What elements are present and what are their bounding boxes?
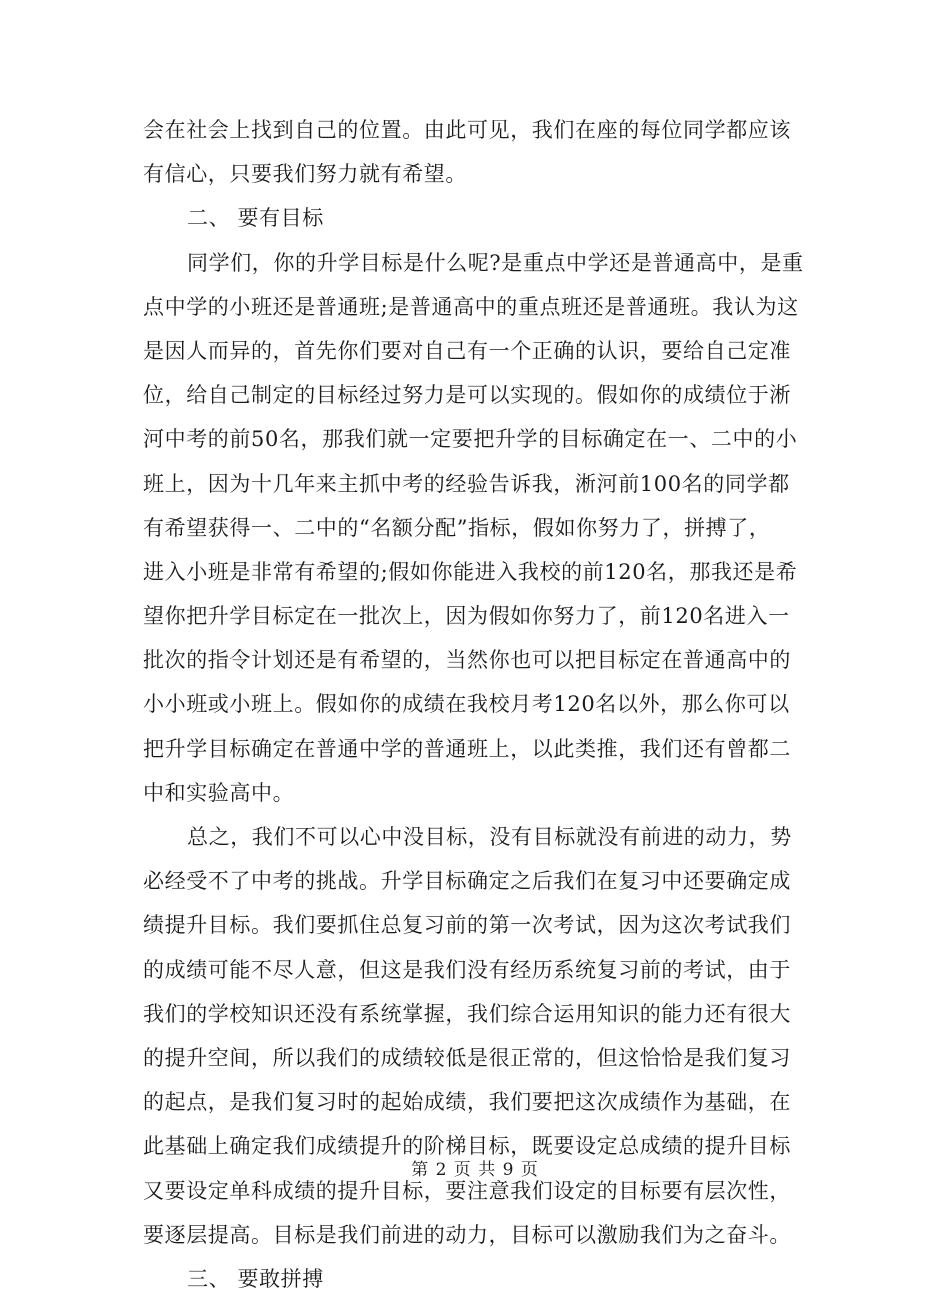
text-line: 是因人而异的，首先你们要对自己有一个正确的认识，要给自己定准 [143,338,791,363]
text-line: 望你把升学目标定在一批次上，因为假如你努力了，前120名进入一 [143,604,790,629]
document-body [143,108,813,1301]
text-line: 中和实验高中。 [143,780,295,805]
text-line: 河中考的前50名，那我们就一定要把升学的目标确定在一、二中的小 [143,427,798,452]
text-line: 三、 要敢拼搏 [187,1266,324,1291]
page-number-footer: 第 2 页 共 9 页 [411,1160,539,1180]
text-line: 小小班或小班上。假如你的成绩在我校月考120名以外，那么你可以 [143,692,790,717]
text-line: 批次的指令计划还是有希望的，当然你也可以把目标定在普通高中的 [143,648,791,673]
text-line: 要逐层提高。目标是我们前进的动力，目标可以激励我们为之奋斗。 [143,1222,791,1247]
text-line: 的成绩可能不尽人意，但这是我们没有经历系统复习前的考试，由于 [143,957,791,982]
text-line: 进入小班是非常有希望的;假如你能进入我校的前120名，那我还是希 [143,559,798,584]
text-line: 的起点，是我们复习时的起始成绩，我们要把这次成绩作为基础，在 [143,1090,791,1115]
text-line: 点中学的小班还是普通班;是普通高中的重点班还是普通班。我认为这 [143,294,799,319]
text-line: 二、 要有目标 [187,206,324,231]
text-line: 会在社会上找到自己的位置。由此可见，我们在座的每位同学都应该 [143,118,791,142]
text-line: 有信心，只要我们努力就有希望。 [143,162,467,187]
text-line: 又要设定单科成绩的提升目标，要注意我们设定的目标要有层次性， [143,1178,791,1203]
text-line: 此基础上确定我们成绩提升的阶梯目标，既要设定总成绩的提升目标 [143,1134,791,1159]
text-line: 的提升空间，所以我们的成绩较低是很正常的，但这恰恰是我们复习 [143,1045,791,1070]
text-line: 同学们，你的升学目标是什么呢?是重点中学还是普通高中，是重 [187,250,804,275]
text-line: 班上，因为十几年来主抓中考的经验告诉我，淅河前100名的同学都 [143,471,790,496]
text-line: 我们的学校知识还没有系统掌握，我们综合运用知识的能力还有很大 [143,1001,791,1026]
text-line: 把升学目标确定在普通中学的普通班上，以此类推，我们还有曾都二 [143,736,791,761]
text-line: 有希望获得一、二中的“名额分配”指标，假如你努力了，拼搏了， [143,515,771,540]
text-line: 必经受不了中考的挑战。升学目标确定之后我们在复习中还要确定成 [143,869,791,894]
text-line: 位，给自己制定的目标经过努力是可以实现的。假如你的成绩位于淅 [143,383,791,408]
text-line: 总之，我们不可以心中没目标，没有目标就没有前进的动力，势 [187,825,792,849]
text-line: 绩提升目标。我们要抓住总复习前的第一次考试，因为这次考试我们 [143,913,791,938]
